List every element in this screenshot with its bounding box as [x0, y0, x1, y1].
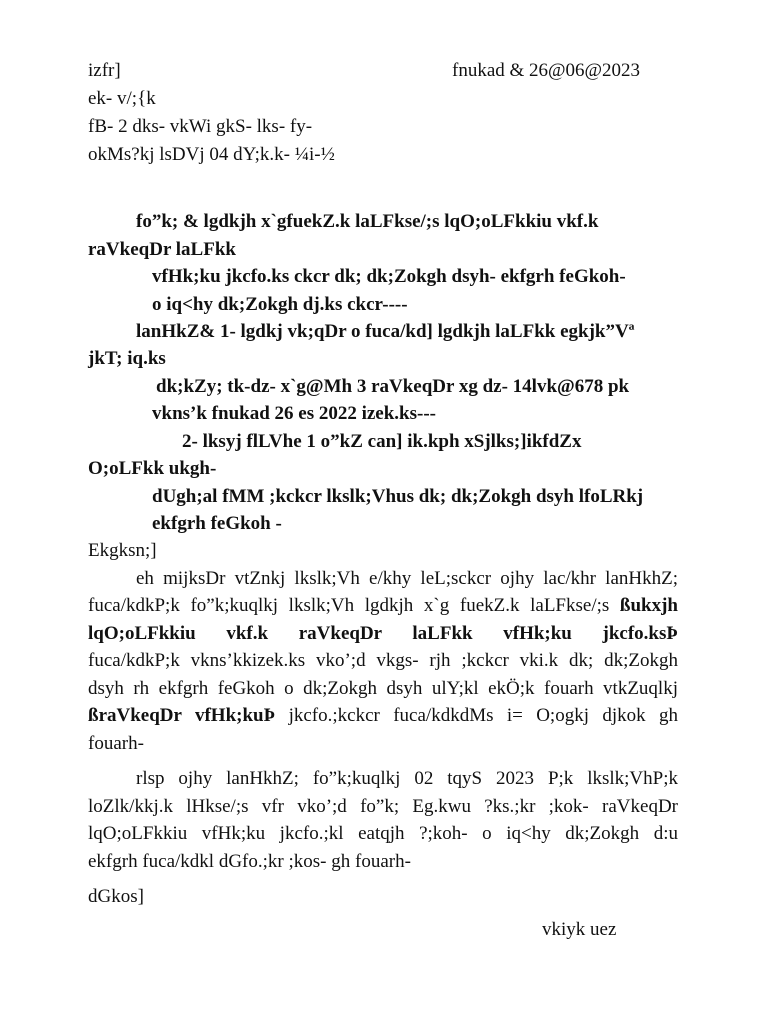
subject-line-3: vfHk;ku jkcfo.ks ckcr dk; dk;Zokgh dsyh- ekfgrh feGkoh- — [152, 266, 626, 287]
para1-line-1: eh mijksDr vtZnkj lkslk;Vh e/khy leL;sckcr ojhy lac/khr lanHkhZ; — [136, 568, 678, 589]
reference-line-5: 2- lksyj flLVhe 1 o”kZ can] ik.kph xSjlks;]ikfdZx — [182, 431, 582, 452]
para2-line-2: loZlk/kkj.k lHkse/;s vfr vko’;d fo”k; Eg.kwu ?ks.;kr ;kok- raVkeqDr — [88, 796, 678, 817]
reference-line-7: dUgh;al fMM ;kckcr lkslk;Vhus dk; dk;Zokgh dsyh lfoLRkj — [152, 486, 644, 507]
letter-date: fnukad & 26@06@2023 — [452, 60, 641, 81]
para1-line-7: fouarh- — [88, 733, 144, 754]
reference-line-6: O;oLFkk ukgh- — [88, 458, 217, 479]
reference-line-3: dk;kZy; tk-dz- x`g@Mh 3 raVkeqDr xg dz- 14lvk@678 pk — [156, 376, 630, 397]
para1-line-6-bold: ßraVkeqDr vfHk;kuÞ — [88, 705, 276, 726]
para1-line-3: lqO;oLFkkiu vkf.k raVkeqDr laLFkk vfHk;ku jkcfo.ksÞ — [88, 623, 678, 644]
reference-line-8: ekfgrh feGkoh - — [152, 513, 282, 534]
para1-line-2-bold: ßukxjh — [619, 595, 679, 616]
sender-line: izfr] — [88, 60, 121, 81]
address-line-1: ek- v/;{k — [88, 88, 156, 109]
signature-line: vkiyk uez — [542, 919, 617, 940]
subject-line-1: fo”k; & lgdkjh x`gfuekZ.k laLFkse/;s lqO;oLFkkiu vkf.k — [136, 211, 599, 232]
address-line-2: fB- 2 dks- vkWi gkS- lks- fy- — [88, 116, 313, 137]
reference-line-4: vkns’k fnukad 26 es 2022 izek.ks--- — [152, 403, 436, 424]
subject-line-2: raVkeqDr laLFkk — [88, 239, 236, 260]
para1-line-4: fuca/kdkP;k vkns’kkizek.ks vko’;d vkgs- rjh ;kckcr vki.k dk; dk;Zokgh — [88, 650, 678, 671]
para2-line-3: lqO;oLFkkiu vfHk;ku jkcfo.;kl eatqjh ?;koh- o iq<hy dk;Zokgh d:u — [88, 823, 678, 844]
address-line-3: okMs?kj lsDVj 04 dY;k.k- ¼i-½ — [88, 144, 335, 165]
para2-line-4: ekfgrh fuca/kdkl dGfo.;kr ;kos- gh fouarh- — [88, 851, 411, 872]
para1-line-6-text: jkcfo.;kckcr fuca/kdkdMs i= O;ogkj djkok gh — [288, 705, 679, 726]
para1-line-6 — [88, 703, 678, 729]
subject-line-4: o iq<hy dk;Zokgh dj.ks ckcr---- — [152, 294, 408, 315]
reference-line-2: jkT; iq.ks — [88, 348, 166, 369]
para2-line-1: rlsp ojhy lanHkhZ; fo”k;kuqlkj 02 tqyS 2023 P;k lkslk;VhP;k — [136, 768, 678, 789]
para1-line-2-text: fuca/kdkP;k fo”k;kuqlkj lkslk;Vh lgdkjh x`g fuekZ.k laLFkse/;s — [88, 595, 610, 616]
para1-line-2 — [88, 593, 678, 619]
salutation: Ekgksn;] — [88, 540, 157, 561]
para1-line-5: dsyh rh ekfgrh feGkoh o dk;Zokgh dsyh ulY;kl ekÖ;k fouarh vtkZuqlkj — [88, 678, 678, 699]
closing: dGkos] — [88, 886, 144, 907]
reference-line-1: lanHkZ& 1- lgdkj vk;qDr o fuca/kd] lgdkjh laLFkk egkjk”Vª — [136, 321, 635, 342]
